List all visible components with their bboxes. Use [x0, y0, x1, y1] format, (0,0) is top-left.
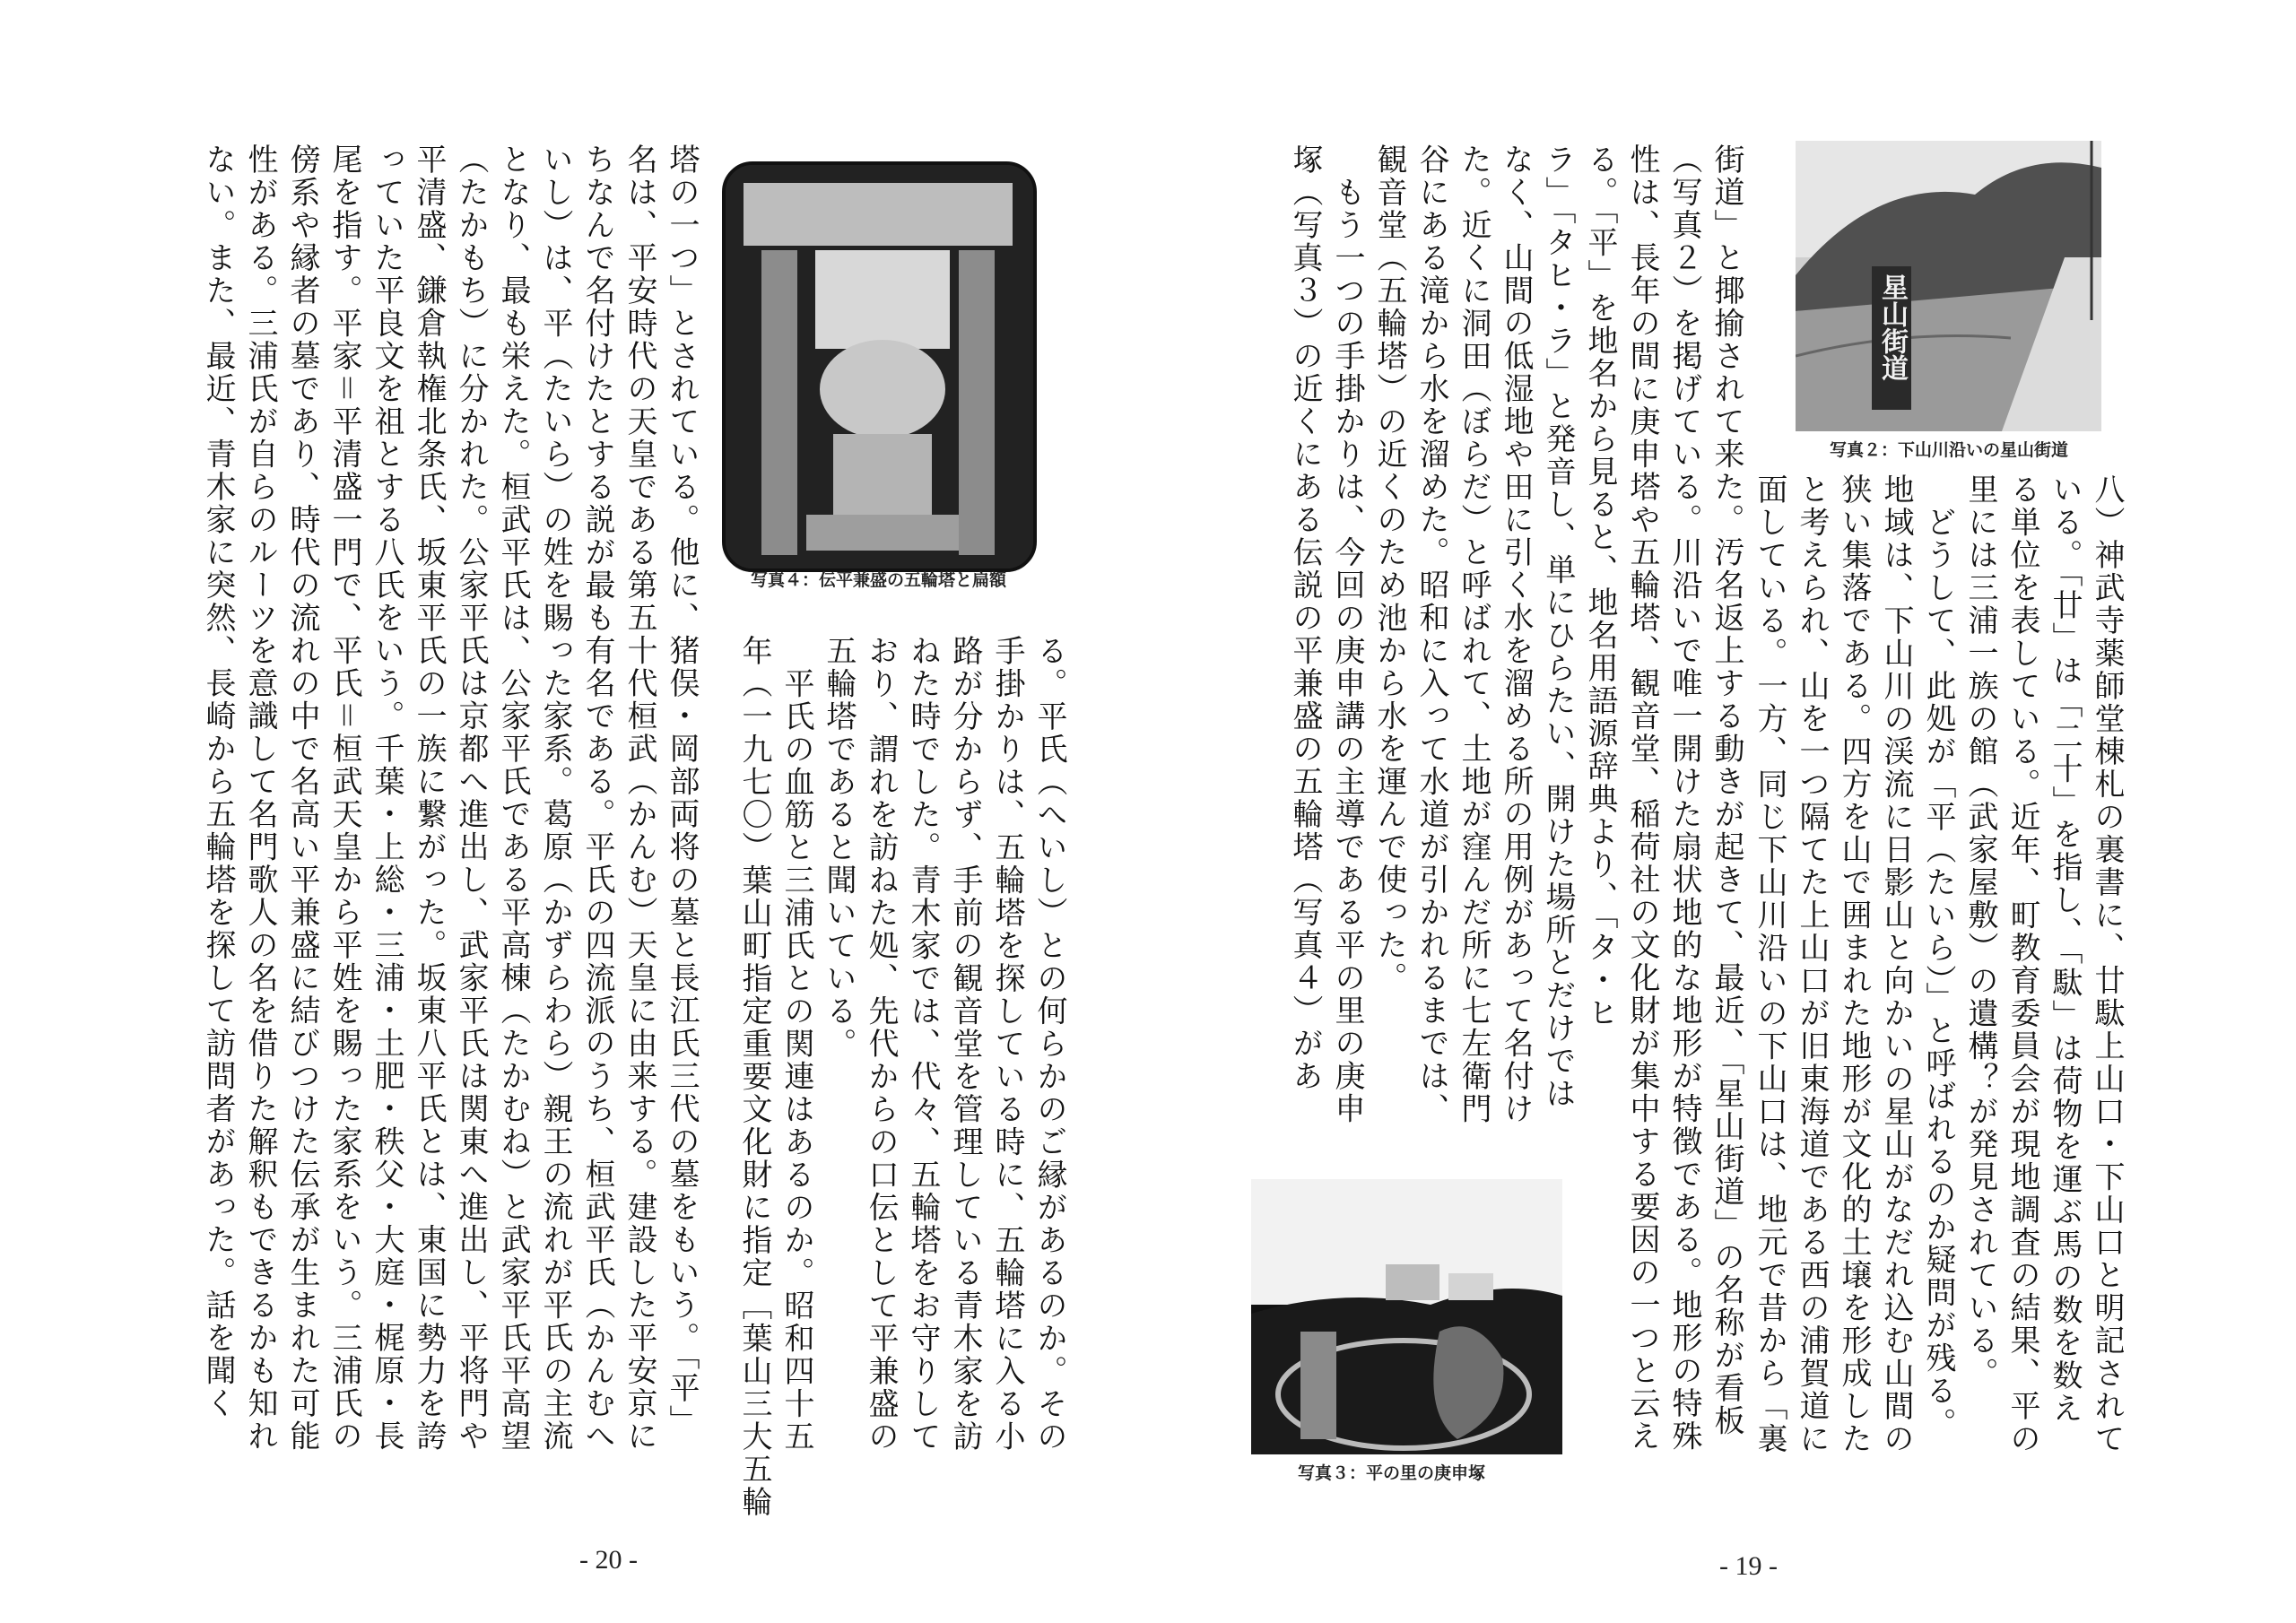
text-line: なく、山間の低湿地や田に引く水を溜める所の用例があって名付け — [1498, 143, 1534, 1125]
photo-4-image — [726, 165, 1033, 568]
right-page-text-column-b — [1748, 473, 2127, 1455]
text-line: となり、最も栄えた。桓武平氏は、公家平氏である平高棟（たかむね）と武家平氏平高望 — [495, 143, 531, 1453]
text-line: 平氏の血筋と三浦氏との関連はあるのか。昭和四十五 — [778, 635, 814, 1454]
text-line: 性は、長年の間に庚申塔や五輪塔、観音堂、稲荷社の文化財が集中する要因の一つと云え — [1624, 143, 1660, 1453]
text-line: おり、謂れを訪ねた処、先代からの口伝として平兼盛の — [863, 635, 899, 1454]
text-line: 地域は、下山川の渓流に日影山と向かいの星山がなだれ込む山間の — [1878, 473, 1914, 1455]
text-line: （たかもち）に分かれた。公家平氏は京都へ進出し、武家平氏は関東へ進出し、平将門や — [453, 143, 489, 1453]
text-line: 塔の一つ」とされている。他に、猪俣・岡部両将の墓と長江氏三代の墓をもいう。「平」 — [664, 143, 700, 1437]
photo-2-hoshiyama-road — [1796, 141, 2101, 431]
text-line: ねた時でした。青木家では、代々、五輪塔をお守りして — [905, 635, 941, 1454]
page-number-19: - 19 - — [1719, 1551, 1778, 1581]
text-line: 傍系や縁者の墓であり、時代の流れの中で名高い平兼盛に結びつけた伝承が生まれた可能 — [284, 143, 320, 1453]
page-number-20: - 20 - — [579, 1545, 638, 1575]
photo-2-caption: 写真２：下山川沿いの星山街道 — [1830, 440, 2069, 460]
text-line: と考えられ、山を一つ隔てた上山口が旧東海道である西の浦賀道に — [1794, 473, 1830, 1455]
text-line: た。近くに洞田（ぼらだ）と呼ばれて、土地が窪んだ所に七左衛門 — [1456, 143, 1492, 1125]
left-page-text-column-b — [733, 635, 1070, 1519]
text-line: ラ」「タヒ・ラ」と発音し、単にひらたい、開けた場所とだけでは — [1540, 143, 1576, 1110]
text-line: いる。「廿」は「二十」を指し、「駄」は荷物を運ぶ馬の数を数え — [2047, 473, 2083, 1425]
text-line: 面している。一方、同じ下山川沿いの下山口は、地元で昔から「裏 — [1752, 473, 1787, 1455]
text-line: る単位を表している。近年、町教育委員会が現地調査の結果、平の — [2005, 473, 2040, 1455]
text-line: 年（一九七〇）葉山町指定重要文化財に指定［葉山三大五輪 — [736, 635, 772, 1519]
text-line: っていた平良文を祖とする八氏をいう。千葉・上総・三浦・土肥・秩父・大庭・梶原・長 — [369, 143, 404, 1453]
left-page-text-column-a — [196, 143, 702, 1488]
photo-3-koshin-mound — [1251, 1179, 1562, 1454]
photo-2-sign: 星山街道 — [1876, 273, 1908, 381]
text-line: ない。また、最近、青木家に突然、長崎から五輪塔を探して訪問者があった。話を聞く — [200, 143, 236, 1420]
text-line: る。平氏（へいし）との何らかのご縁があるのか。その — [1031, 635, 1067, 1454]
text-line: ちなんで名付けたとする説が最も有名である。平氏の四流派のうち、桓武平氏（かんむへ — [579, 143, 615, 1453]
photo-4-gorinto — [722, 161, 1037, 572]
text-line: 里には三浦一族の館（武家屋敷）の遺構？が発見されている。 — [1962, 473, 1998, 1390]
text-line: 街道」と揶揄されて来た。汚名返上する動きが起きて、最近、「星山街道」の名称が看板 — [1709, 143, 1744, 1437]
text-line: 名は、平安時代の天皇である第五十代桓武（かんむ）天皇に由来する。建設した平安京に — [622, 143, 657, 1453]
text-line: 手掛かりは、五輪塔を探している時に、五輪塔に入る小 — [989, 635, 1025, 1454]
photo-3-caption: 写真３：平の里の庚申塚 — [1298, 1463, 1486, 1483]
photo-4-caption: 写真４：伝平兼盛の五輪塔と扁額 — [751, 570, 1007, 590]
text-line: 観音堂（五輪塔）の近くのため池から水を運んで使った。 — [1371, 143, 1407, 994]
text-line: 路が分からず、手前の観音堂を管理している青木家を訪 — [947, 635, 983, 1454]
text-line: 谷にある滝から水を溜めた。昭和に入って水道が引かれるまでは、 — [1413, 143, 1449, 1125]
text-line: 性がある。三浦氏が自らのルーツを意識して名門歌人の名を借りた解釈もできるかも知れ — [242, 143, 278, 1453]
text-line: いし）は、平（たいら）の姓を賜った家系。葛原（かずらわら）親王の流れが平氏の主流 — [537, 143, 573, 1453]
text-line: る。「平」を地名から見ると、地名用語源辞典より、「タ・ヒ — [1582, 143, 1618, 1029]
text-line: 塚（写真３）の近くにある伝説の平兼盛の五輪塔（写真４）があ — [1287, 143, 1323, 1093]
text-line: 八）神武寺薬師堂棟札の裏書に、廿駄上山口・下山口と明記されて — [2089, 473, 2125, 1455]
text-line: 尾を指す。平家＝平清盛一門で、平氏＝桓武天皇から平姓を賜った家系をいう。三浦氏の — [326, 143, 362, 1453]
text-line: 五輪塔であると聞いている。 — [821, 635, 857, 1061]
text-line: （写真２）を掲げている。川沿いで唯一開けた扇状地的な地形が特徴である。地形の特殊 — [1666, 143, 1702, 1453]
right-page-text-column-a — [1283, 143, 1747, 1453]
text-line: どうして、此処が「平（たいら）」と呼ばれるのか疑問が残る。 — [1920, 473, 1956, 1440]
text-line: もう一つの手掛かりは、今回の庚申講の主導である平の里の庚申 — [1329, 143, 1365, 1125]
photo-3-image — [1251, 1179, 1562, 1454]
text-line: 狭い集落である。四方を山で囲まれた地形が文化的土壌を形成した — [1836, 473, 1872, 1455]
photo-2-image — [1796, 141, 2101, 431]
text-line: 平清盛、鎌倉執権北条氏、坂東平氏の一族に繋がった。坂東八平氏とは、東国に勢力を誇 — [411, 143, 447, 1453]
